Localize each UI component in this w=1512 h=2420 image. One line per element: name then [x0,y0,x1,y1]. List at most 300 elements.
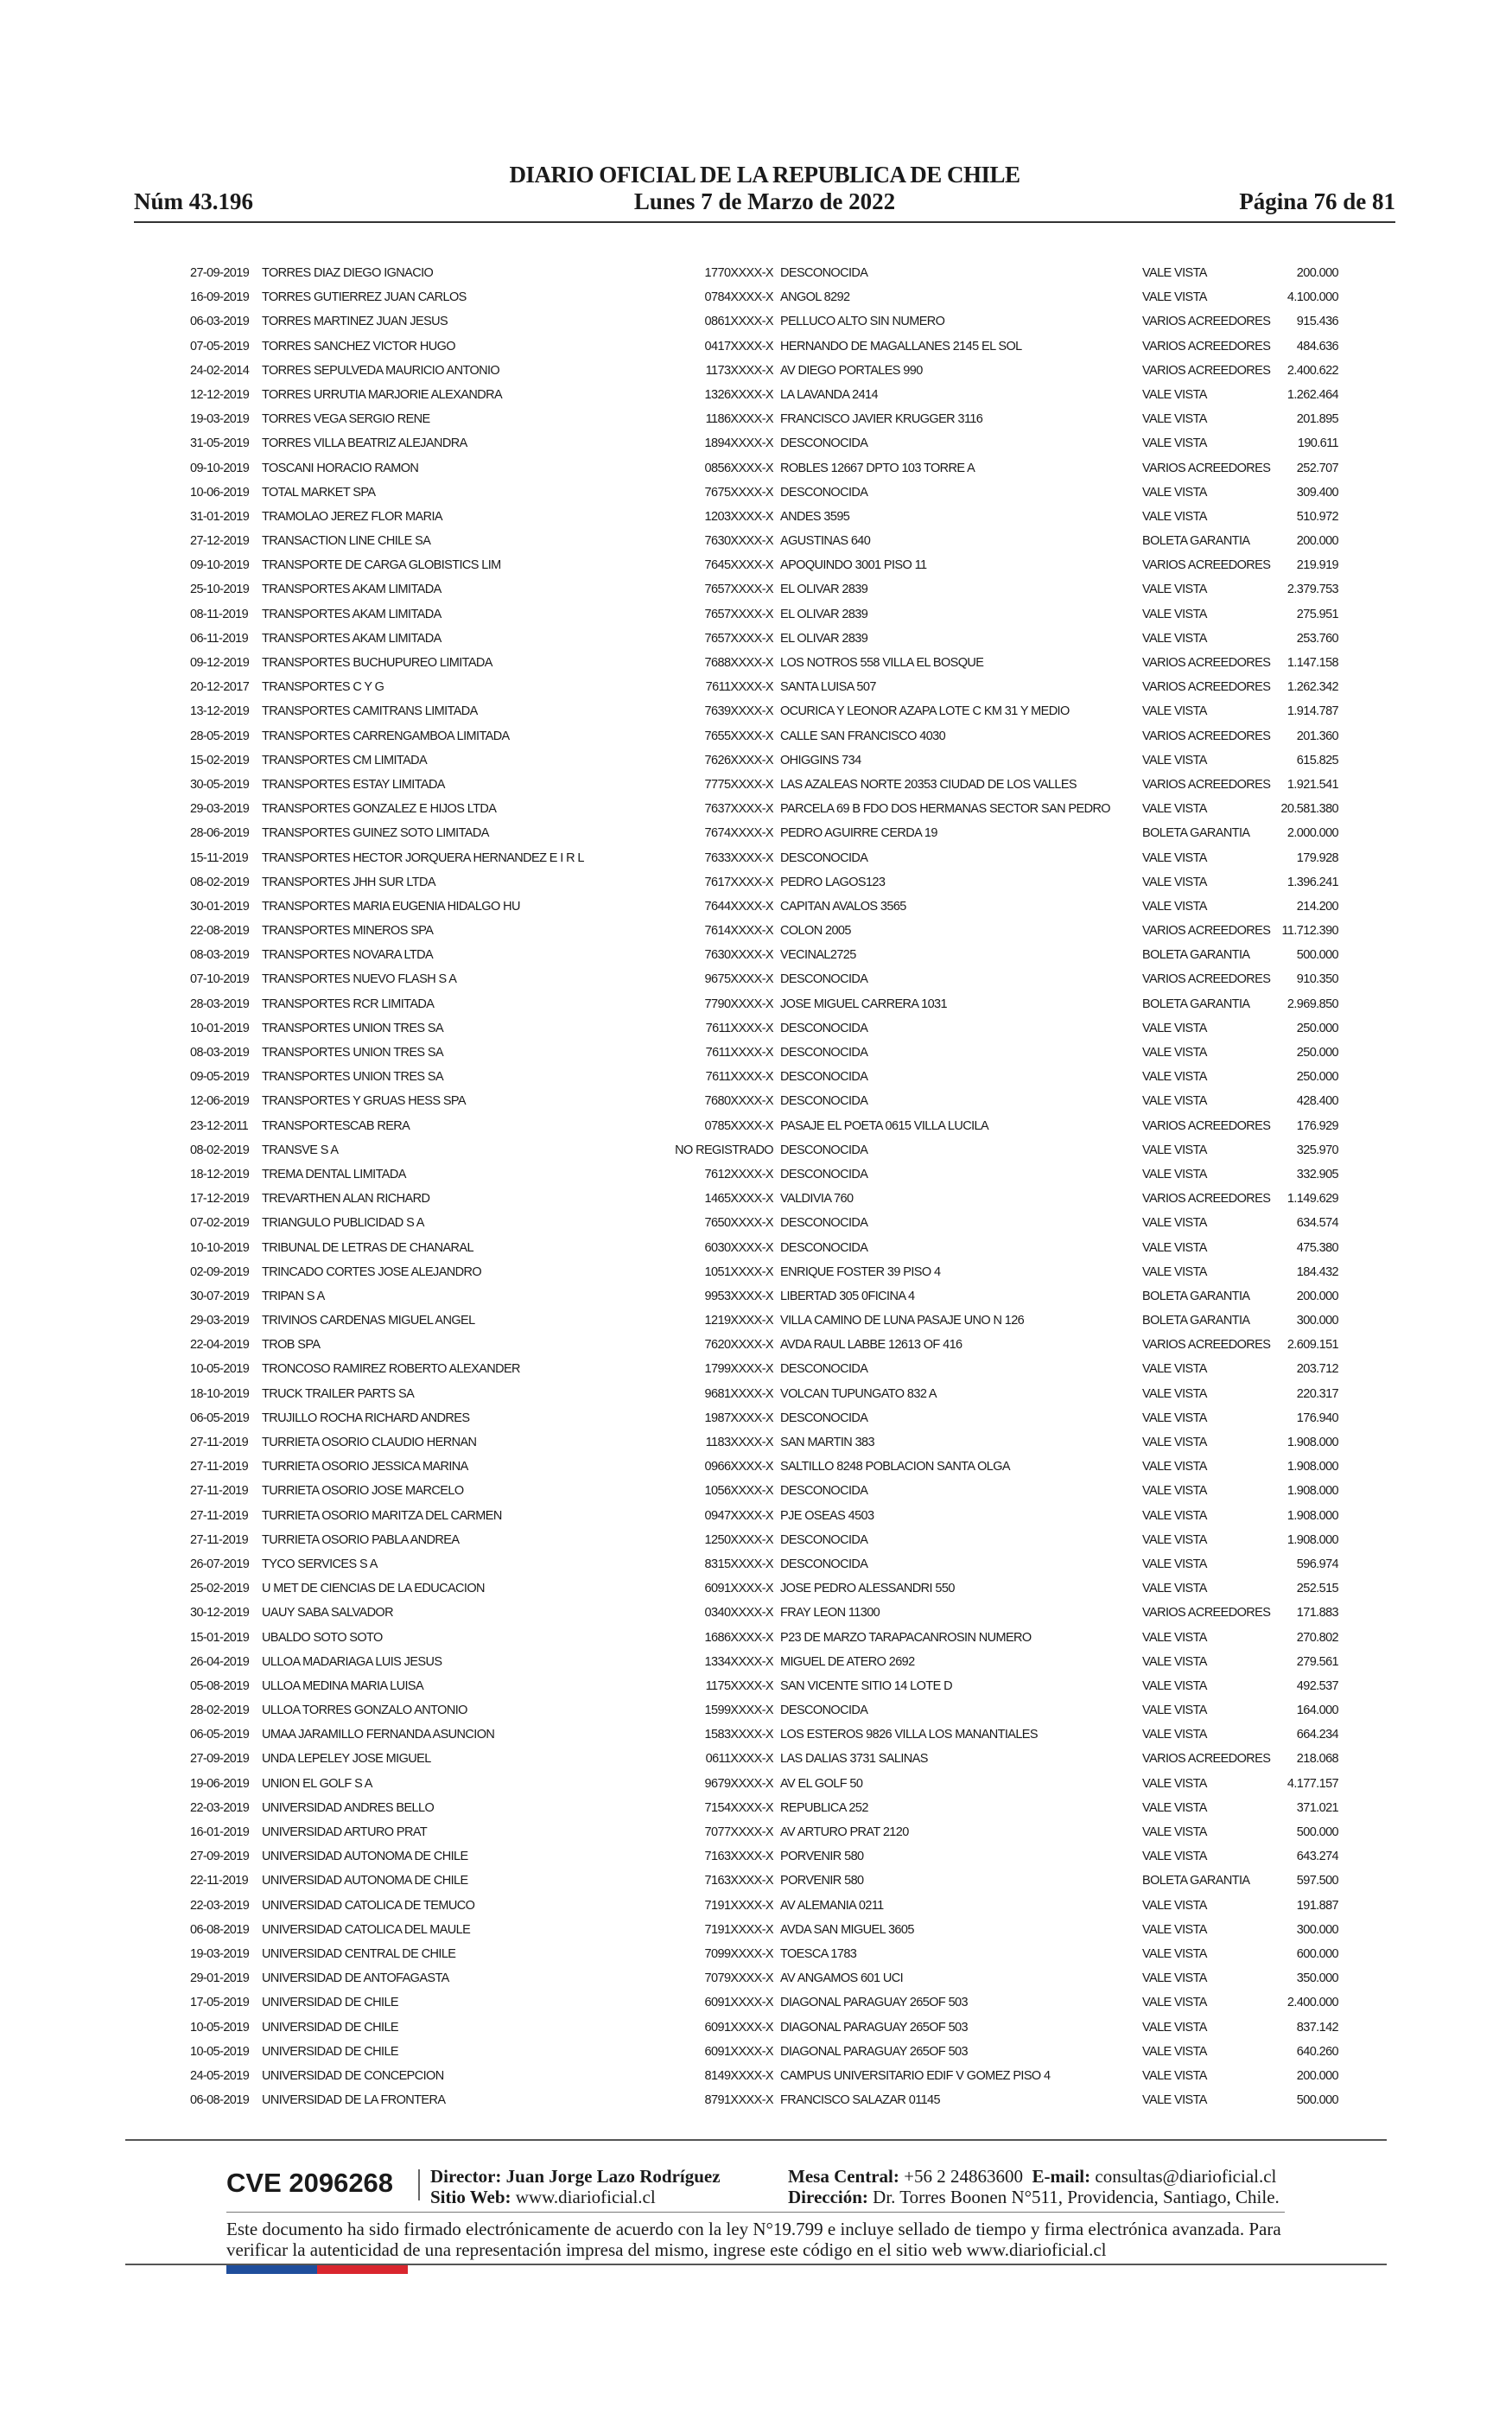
row-type: VALE VISTA [1142,509,1207,524]
row-name: TRANSPORTES AKAM LIMITADA [262,631,442,646]
row-name: TRANSPORTES UNION TRES SA [262,1070,444,1085]
row-type: VARIOS ACREEDORES [1142,972,1271,987]
row-amount: 350.000 [1296,1971,1338,1986]
row-amount: 252.515 [1296,1582,1338,1596]
row-address: ENRIQUE FOSTER 39 PISO 4 [780,1264,941,1279]
row-amount: 1.147.158 [1286,656,1338,670]
mesa-phone: +56 2 24863600 [904,2166,1023,2187]
row-rut: 7657XXXX-X [704,631,773,646]
row-address: PEDRO AGUIRRE CERDA 19 [780,826,937,841]
row-name: TRIANGULO PUBLICIDAD S A [262,1216,424,1231]
row-name: TORRES VEGA SERGIO RENE [262,412,430,427]
row-date: 12-06-2019 [190,1094,250,1109]
row-type: VALE VISTA [1142,1850,1207,1864]
row-amount: 179.928 [1296,850,1338,865]
row-type: VALE VISTA [1142,1825,1207,1839]
table-row [181,311,1339,335]
row-date: 08-02-2019 [190,1143,250,1157]
row-type: BOLETA GARANTIA [1142,534,1250,549]
row-amount: 2.000.000 [1286,826,1338,841]
row-rut: 1175XXXX-X [705,1678,773,1693]
table-row [181,360,1339,385]
table-row [181,653,1339,677]
row-address: VILLA CAMINO DE LUNA PASAJE UNO N 126 [780,1314,1025,1328]
row-date: 15-02-2019 [190,753,250,767]
row-date: 13-12-2019 [190,704,250,719]
row-type: VALE VISTA [1142,1678,1207,1693]
issue-date: Lunes 7 de Marzo de 2022 [633,188,896,214]
row-type: VARIOS ACREEDORES [1142,461,1271,475]
table-row [181,1213,1339,1237]
row-address: DESCONOCIDA [780,1484,868,1499]
row-address: LOS NOTROS 558 VILLA EL BOSQUE [780,656,984,670]
table-row [181,385,1339,409]
row-amount: 1.908.000 [1286,1484,1338,1499]
row-amount: 643.274 [1296,1850,1338,1864]
table-row [181,555,1339,579]
row-rut: 0611XXXX-X [705,1752,773,1767]
row-address: DESCONOCIDA [780,1167,868,1181]
row-name: TRIBUNAL DE LETRAS DE CHANARAL [262,1240,473,1255]
row-amount: 171.883 [1296,1606,1338,1621]
row-type: VALE VISTA [1142,607,1207,621]
row-rut: 7611XXXX-X [705,1021,773,1035]
row-name: UAUY SABA SALVADOR [262,1606,393,1621]
row-address: PJE OSEAS 4503 [780,1508,874,1523]
row-date: 26-04-2019 [190,1654,250,1669]
row-type: VALE VISTA [1142,1654,1207,1669]
row-rut: 7633XXXX-X [704,850,773,865]
row-name: UNIVERSIDAD AUTONOMA DE CHILE [262,1874,468,1888]
row-type: BOLETA GARANTIA [1142,948,1250,963]
row-date: 27-11-2019 [190,1436,249,1449]
row-type: VALE VISTA [1142,1411,1207,1425]
table-row [181,1822,1339,1846]
row-amount: 250.000 [1296,1021,1338,1035]
director-name: Juan Jorge Lazo Rodríguez [505,2166,721,2187]
row-date: 31-05-2019 [190,436,250,451]
row-date: 10-05-2019 [190,2044,250,2059]
table-row [181,677,1339,701]
row-name: ULLOA MEDINA MARIA LUISA [262,1678,424,1693]
row-address: DIAGONAL PARAGUAY 265OF 503 [780,2020,968,2035]
address-label: Dirección: [788,2187,868,2207]
row-address: LA LAVANDA 2414 [780,387,878,402]
row-rut: 8791XXXX-X [704,2093,773,2108]
row-amount: 4.177.157 [1286,1776,1338,1791]
row-rut: 1465XXXX-X [704,1192,773,1207]
row-address: CAPITAN AVALOS 3565 [780,899,906,914]
row-address: DIAGONAL PARAGUAY 265OF 503 [780,1996,968,2010]
table-row [181,1042,1339,1067]
row-date: 29-03-2019 [190,1314,250,1328]
row-rut: 7645XXXX-X [704,558,773,573]
row-rut: 6091XXXX-X [704,1582,773,1596]
row-rut: 1686XXXX-X [704,1630,773,1645]
row-date: 05-08-2019 [190,1678,250,1693]
row-name: TOSCANI HORACIO RAMON [262,461,419,475]
row-rut: 1186XXXX-X [705,412,773,427]
row-type: VALE VISTA [1142,485,1207,500]
table-row [181,1408,1339,1432]
row-address: DESCONOCIDA [780,485,868,500]
row-rut: 7657XXXX-X [704,583,773,597]
row-date: 08-02-2019 [190,875,250,889]
row-name: TRANSPORTES C Y G [262,680,384,695]
row-name: UNIVERSIDAD DE ANTOFAGASTA [262,1971,449,1986]
row-address: FRANCISCO SALAZAR 01145 [780,2093,940,2108]
row-name: ULLOA TORRES GONZALO ANTONIO [262,1704,467,1718]
row-date: 06-11-2019 [190,631,249,646]
row-address: AVDA SAN MIGUEL 3605 [780,1922,914,1937]
row-date: 23-12-2011 [190,1118,249,1133]
row-date: 08-11-2019 [190,607,249,621]
row-rut: 7650XXXX-X [704,1216,773,1231]
row-address: DESCONOCIDA [780,850,868,865]
table-row [181,1286,1339,1310]
table-row [181,799,1339,823]
row-address: AGUSTINAS 640 [780,534,871,549]
row-address: DESCONOCIDA [780,266,868,280]
row-amount: 309.400 [1296,485,1338,500]
row-rut: 8315XXXX-X [704,1557,773,1571]
row-date: 10-05-2019 [190,2020,250,2035]
row-name: TORRES SEPULVEDA MAURICIO ANTONIO [262,363,500,378]
row-address: SAN MARTIN 383 [780,1436,874,1449]
row-address: P23 DE MARZO TARAPACANROSIN NUMERO [780,1630,1032,1645]
table-row [181,701,1339,725]
row-name: TRANSPORTES NOVARA LTDA [262,948,434,963]
row-name: UNIVERSIDAD DE LA FRONTERA [262,2093,446,2108]
row-name: TRINCADO CORTES JOSE ALEJANDRO [262,1264,482,1279]
row-type: VALE VISTA [1142,1167,1207,1181]
row-type: VARIOS ACREEDORES [1142,339,1271,353]
row-type: VALE VISTA [1142,1460,1207,1474]
row-date: 22-03-2019 [190,1898,250,1913]
row-address: OHIGGINS 734 [780,753,861,767]
row-address: FRAY LEON 11300 [780,1606,880,1621]
row-amount: 219.919 [1296,558,1338,573]
row-name: TRUJILLO ROCHA RICHARD ANDRES [262,1411,470,1425]
table-row [181,848,1339,872]
row-amount: 1.921.541 [1286,777,1338,792]
table-row [181,1798,1339,1822]
row-amount: 500.000 [1296,1825,1338,1839]
row-rut: 7617XXXX-X [704,875,773,889]
row-rut: 1799XXXX-X [704,1362,773,1377]
table-row [181,1506,1339,1530]
row-type: VALE VISTA [1142,2093,1207,2108]
row-type: VALE VISTA [1142,1094,1207,1109]
row-address: DESCONOCIDA [780,436,868,451]
row-name: UMAA JARAMILLO FERNANDA ASUNCION [262,1728,495,1742]
row-date: 17-12-2019 [190,1192,250,1207]
table-row [181,1554,1339,1578]
row-amount: 270.802 [1296,1630,1338,1645]
table-row [181,1724,1339,1748]
row-type: VALE VISTA [1142,2044,1207,2059]
row-type: VARIOS ACREEDORES [1142,656,1271,670]
row-amount: 214.200 [1296,899,1338,914]
row-address: MIGUEL DE ATERO 2692 [780,1654,915,1669]
row-type: VARIOS ACREEDORES [1142,924,1271,939]
table-row [181,1700,1339,1724]
row-rut: 7154XXXX-X [704,1800,773,1815]
table-row [181,1238,1339,1262]
row-type: VARIOS ACREEDORES [1142,1192,1271,1207]
row-rut: 1334XXXX-X [704,1654,773,1669]
row-amount: 510.972 [1296,509,1338,524]
row-date: 08-03-2019 [190,1046,250,1060]
row-name: TROB SPA [262,1338,321,1353]
row-name: TRANSPORTES RCR LIMITADA [262,997,435,1011]
row-rut: 0861XXXX-X [704,315,773,329]
table-row [181,1262,1339,1286]
row-amount: 200.000 [1296,1289,1338,1303]
row-rut: 6091XXXX-X [704,1996,773,2010]
table-row [181,872,1339,896]
row-amount: 2.969.850 [1286,997,1338,1011]
row-date: 22-03-2019 [190,1800,250,1815]
row-date: 02-09-2019 [190,1264,250,1279]
flag-segment [317,2265,363,2274]
row-name: TREMA DENTAL LIMITADA [262,1167,406,1181]
row-amount: 184.432 [1296,1264,1338,1279]
row-address: DESCONOCIDA [780,1362,868,1377]
row-type: VARIOS ACREEDORES [1142,1752,1271,1767]
row-amount: 371.021 [1296,1800,1338,1815]
row-name: TURRIETA OSORIO JOSE MARCELO [262,1484,464,1499]
row-date: 29-01-2019 [190,1971,250,1986]
row-rut: 1173XXXX-X [705,363,773,378]
row-amount: 615.825 [1296,753,1338,767]
row-amount: 640.260 [1296,2044,1338,2059]
row-type: BOLETA GARANTIA [1142,1314,1250,1328]
row-address: VALDIVIA 760 [780,1192,854,1207]
row-date: 09-10-2019 [190,558,250,573]
row-rut: 1770XXXX-X [704,266,773,280]
row-type: VALE VISTA [1142,1996,1207,2010]
row-amount: 1.262.342 [1286,680,1338,695]
row-type: VALE VISTA [1142,1728,1207,1742]
row-type: VARIOS ACREEDORES [1142,1118,1271,1133]
row-amount: 200.000 [1296,534,1338,549]
row-name: TRANSPORTES NUEVO FLASH S A [262,972,457,987]
row-date: 18-12-2019 [190,1167,250,1181]
row-date: 27-11-2019 [190,1484,249,1499]
row-type: VALE VISTA [1142,1386,1207,1401]
row-name: TORRES GUTIERREZ JUAN CARLOS [262,290,467,305]
row-date: 30-01-2019 [190,899,250,914]
row-name: UNIVERSIDAD ANDRES BELLO [262,1800,435,1815]
row-rut: 1051XXXX-X [704,1264,773,1279]
row-date: 19-06-2019 [190,1776,250,1791]
row-name: TORRES VILLA BEATRIZ ALEJANDRA [262,436,467,451]
row-address: CALLE SAN FRANCISCO 4030 [780,729,946,743]
table-row [181,1920,1339,1944]
row-date: 30-12-2019 [190,1606,250,1621]
row-date: 16-09-2019 [190,290,250,305]
row-type: VALE VISTA [1142,266,1207,280]
contact-block [788,2166,1280,2207]
row-address: EL OLIVAR 2839 [780,607,868,621]
row-rut: 7611XXXX-X [705,1046,773,1060]
row-date: 30-05-2019 [190,777,250,792]
row-rut: 7630XXXX-X [704,948,773,963]
row-amount: 2.609.151 [1286,1338,1338,1353]
row-type: VALE VISTA [1142,1143,1207,1157]
row-amount: 332.905 [1296,1167,1338,1181]
row-name: TRANSPORTES JHH SUR LTDA [262,875,435,889]
row-amount: 2.400.622 [1286,363,1338,378]
table-row [181,604,1339,628]
row-rut: 0947XXXX-X [704,1508,773,1523]
row-amount: 200.000 [1296,266,1338,280]
row-type: VALE VISTA [1142,387,1207,402]
row-type: VALE VISTA [1142,1946,1207,1961]
row-date: 06-08-2019 [190,2093,250,2108]
row-name: TRIPAN S A [262,1289,325,1303]
row-name: TRONCOSO RAMIREZ ROBERTO ALEXANDER [262,1362,520,1377]
row-name: TRANSPORTE DE CARGA GLOBISTICS LIM [262,558,501,573]
row-type: BOLETA GARANTIA [1142,1289,1250,1303]
table-row [181,579,1339,603]
row-address: REPUBLICA 252 [780,1800,868,1815]
row-date: 06-05-2019 [190,1728,250,1742]
table-row [181,774,1339,799]
row-type: VALE VISTA [1142,1922,1207,1937]
row-amount: 253.760 [1296,631,1338,646]
row-name: TRANSPORTES AKAM LIMITADA [262,607,442,621]
table-row [181,531,1339,555]
row-address: PEDRO LAGOS123 [780,875,886,889]
flag-stripe [226,2265,408,2274]
row-address: AV ALEMANIA 0211 [780,1898,884,1913]
table-row [181,1140,1339,1164]
row-date: 08-03-2019 [190,948,250,963]
row-rut: 7099XXXX-X [704,1946,773,1961]
row-date: 19-03-2019 [190,412,250,427]
row-date: 28-02-2019 [190,1704,250,1718]
row-type: VARIOS ACREEDORES [1142,1338,1271,1353]
row-name: TURRIETA OSORIO MARITZA DEL CARMEN [262,1508,502,1523]
row-address: PARCELA 69 B FDO DOS HERMANAS SECTOR SAN PEDRO [780,802,1110,817]
row-type: VALE VISTA [1142,1532,1207,1547]
row-address: DESCONOCIDA [780,1143,868,1157]
row-address: DESCONOCIDA [780,1070,868,1085]
row-rut: 7674XXXX-X [704,826,773,841]
row-name: TRANSPORTES HECTOR JORQUERA HERNANDEZ E I R L [262,850,584,865]
table-row [181,1748,1339,1773]
row-rut: 7639XXXX-X [704,704,773,719]
row-amount: 664.234 [1296,1728,1338,1742]
row-type: VALE VISTA [1142,753,1207,767]
row-type: VALE VISTA [1142,1630,1207,1645]
row-date: 06-03-2019 [190,315,250,329]
row-name: TRANSPORTES CM LIMITADA [262,753,428,767]
row-date: 15-01-2019 [190,1630,250,1645]
row-rut: 1056XXXX-X [704,1484,773,1499]
row-address: PORVENIR 580 [780,1850,864,1864]
row-date: 07-02-2019 [190,1216,250,1231]
row-name: TREVARTHEN ALAN RICHARD [262,1192,430,1207]
row-rut: 7637XXXX-X [704,802,773,817]
row-date: 12-12-2019 [190,387,250,402]
row-rut: 1203XXXX-X [704,509,773,524]
row-date: 30-07-2019 [190,1289,250,1303]
table-row [181,1652,1339,1676]
row-rut: 7655XXXX-X [704,729,773,743]
mesa-label: Mesa Central: [788,2166,899,2187]
table-row [181,628,1339,653]
row-type: VALE VISTA [1142,1436,1207,1449]
table-row [181,1870,1339,1895]
row-date: 28-06-2019 [190,826,250,841]
email-link[interactable]: consultas@diarioficial.cl [1095,2166,1277,2187]
table-row [181,726,1339,750]
row-amount: 250.000 [1296,1046,1338,1060]
row-name: TURRIETA OSORIO CLAUDIO HERNAN [262,1436,477,1449]
table-row [181,1067,1339,1091]
row-date: 24-05-2019 [190,2068,250,2083]
table-row [181,1310,1339,1334]
row-amount: 837.142 [1296,2020,1338,2035]
row-address: DESCONOCIDA [780,1021,868,1035]
row-amount: 1.262.464 [1286,387,1338,402]
row-name: TRANSPORTES BUCHUPUREO LIMITADA [262,656,492,670]
row-address: APOQUINDO 3001 PISO 11 [780,558,927,573]
newspaper-title: DIARIO OFICIAL DE LA REPUBLICA DE CHILE [509,162,1020,188]
row-rut: 7630XXXX-X [704,534,773,549]
row-rut: NO REGISTRADO [675,1143,773,1157]
row-type: VALE VISTA [1142,583,1207,597]
row-date: 07-10-2019 [190,972,250,987]
row-date: 16-01-2019 [190,1825,250,1839]
table-row [181,1968,1339,1992]
row-name: TRAMOLAO JEREZ FLOR MARIA [262,509,442,524]
row-type: VALE VISTA [1142,1557,1207,1571]
row-rut: 7626XXXX-X [704,753,773,767]
site-link[interactable]: www.diarioficial.cl [515,2187,656,2207]
row-date: 10-05-2019 [190,1362,250,1377]
row-type: VALE VISTA [1142,1070,1207,1085]
row-rut: 7790XXXX-X [704,997,773,1011]
row-type: VALE VISTA [1142,1508,1207,1523]
row-date: 07-05-2019 [190,339,250,353]
row-name: UNIVERSIDAD AUTONOMA DE CHILE [262,1850,468,1864]
table-row [181,458,1339,482]
row-address: DESCONOCIDA [780,1704,868,1718]
row-date: 20-12-2017 [190,680,250,695]
flag-segment [272,2265,318,2274]
row-rut: 7680XXXX-X [704,1094,773,1109]
row-rut: 7191XXXX-X [704,1922,773,1937]
row-name: TRANSVE S A [262,1143,339,1157]
row-name: U MET DE CIENCIAS DE LA EDUCACION [262,1582,485,1596]
director-label: Director: [430,2166,502,2187]
table-row [181,409,1339,433]
row-amount: 2.379.753 [1286,583,1338,597]
row-type: VARIOS ACREEDORES [1142,680,1271,695]
row-type: VARIOS ACREEDORES [1142,363,1271,378]
row-rut: 7612XXXX-X [704,1167,773,1181]
row-address: DESCONOCIDA [780,1216,868,1231]
header-divider [134,221,1395,223]
row-address: TOESCA 1783 [780,1946,857,1961]
row-rut: 7688XXXX-X [704,656,773,670]
row-name: UNIVERSIDAD DE CHILE [262,2044,399,2059]
row-type: VALE VISTA [1142,1240,1207,1255]
